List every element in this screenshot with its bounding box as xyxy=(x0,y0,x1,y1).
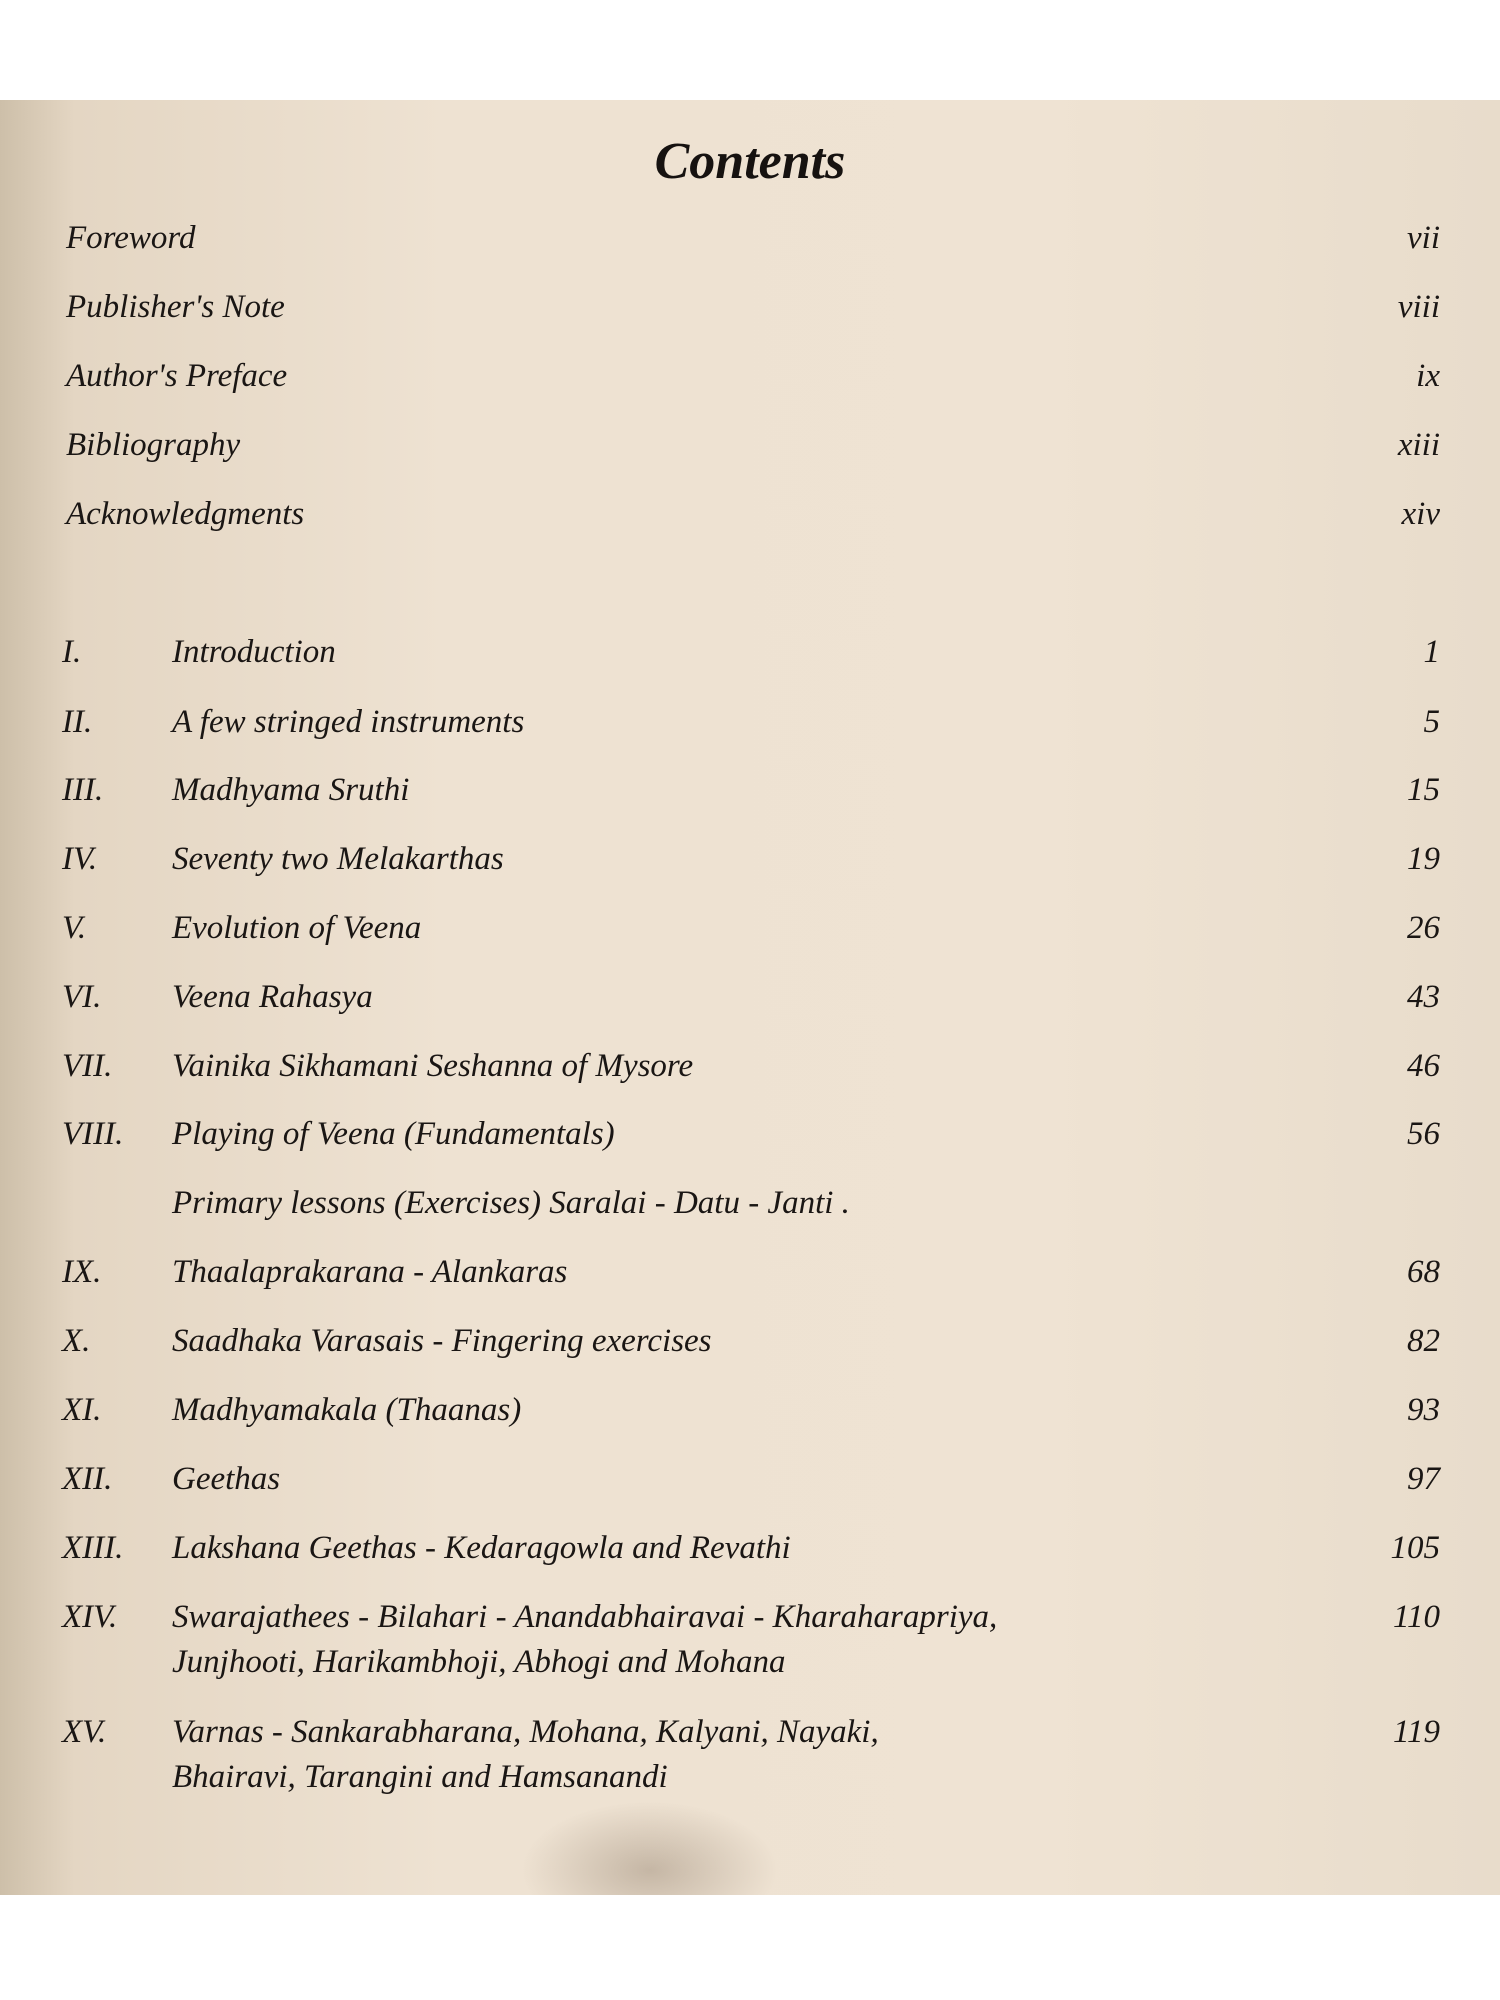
entry-page: viii xyxy=(1397,289,1440,325)
chapter-page: 97 xyxy=(1407,1461,1440,1497)
chapter-page: 82 xyxy=(1407,1323,1440,1359)
chapter-title: Vainika Sikhamani Seshanna of Mysore xyxy=(172,1048,694,1084)
chapter-number: VII. xyxy=(62,1048,113,1084)
chapter-number: XIV. xyxy=(62,1599,118,1635)
entry-page: vii xyxy=(1407,220,1440,256)
chapter-number: I. xyxy=(62,634,82,670)
chapter-title: Swarajathees - Bilahari - Anandabhairavai - Kharaharapriya, xyxy=(172,1599,998,1635)
chapter-title: Madhyama Sruthi xyxy=(172,772,410,808)
chapter-page: 5 xyxy=(1423,704,1440,740)
book-page xyxy=(0,100,1500,1895)
entry-page: xiii xyxy=(1397,427,1440,463)
chapter-title: Evolution of Veena xyxy=(172,910,422,946)
chapter-title: Varnas - Sankarabharana, Mohana, Kalyani, Nayaki, xyxy=(172,1714,879,1750)
chapter-page: 93 xyxy=(1407,1392,1440,1428)
chapter-page: 68 xyxy=(1407,1254,1440,1290)
chapter-title: Thaalaprakarana - Alankaras xyxy=(172,1254,568,1290)
chapter-page: 46 xyxy=(1407,1048,1440,1084)
page-smudge xyxy=(520,1800,780,1895)
chapter-page: 43 xyxy=(1407,979,1440,1015)
chapter-title: Primary lessons (Exercises) Saralai - Datu - Janti . xyxy=(172,1185,850,1221)
chapter-page: 19 xyxy=(1407,841,1440,877)
chapter-number: IV. xyxy=(62,841,98,877)
chapter-number: XII. xyxy=(62,1461,113,1497)
chapter-title: A few stringed instruments xyxy=(172,704,525,740)
chapter-number: VI. xyxy=(62,979,102,1015)
chapter-title: Saadhaka Varasais - Fingering exercises xyxy=(172,1323,712,1359)
chapter-number: V. xyxy=(62,910,87,946)
entry-label: Publisher's Note xyxy=(66,289,285,325)
chapter-title: Veena Rahasya xyxy=(172,979,373,1015)
entry-label: Acknowledgments xyxy=(66,496,305,532)
chapter-page: 1 xyxy=(1423,634,1440,670)
chapter-title: Seventy two Melakarthas xyxy=(172,841,504,877)
chapter-title: Madhyamakala (Thaanas) xyxy=(172,1392,522,1428)
chapter-number: X. xyxy=(62,1323,91,1359)
chapter-page: 15 xyxy=(1407,772,1440,808)
chapter-number: II. xyxy=(62,704,93,740)
chapter-page: 26 xyxy=(1407,910,1440,946)
chapter-page: 119 xyxy=(1392,1714,1440,1750)
chapter-number: XIII. xyxy=(62,1530,124,1566)
chapter-title: Lakshana Geethas - Kedaragowla and Revathi xyxy=(172,1530,791,1566)
entry-label: Author's Preface xyxy=(66,358,288,394)
chapter-title: Introduction xyxy=(172,634,336,670)
chapter-page: 56 xyxy=(1407,1116,1440,1152)
page-title: Contents xyxy=(654,133,846,190)
chapter-number: VIII. xyxy=(62,1116,124,1152)
chapter-number: III. xyxy=(62,772,104,808)
entry-label: Bibliography xyxy=(66,427,241,463)
chapter-title-line2: Bhairavi, Tarangini and Hamsanandi xyxy=(172,1759,668,1795)
chapter-number: XV. xyxy=(62,1714,107,1750)
chapter-number: IX. xyxy=(62,1254,102,1290)
chapter-page: 110 xyxy=(1392,1599,1440,1635)
chapter-title: Playing of Veena (Fundamentals) xyxy=(172,1116,615,1152)
entry-page: ix xyxy=(1416,358,1440,394)
chapter-number: XI. xyxy=(62,1392,102,1428)
entry-page: xiv xyxy=(1401,496,1440,532)
chapter-title-line2: Junjhooti, Harikambhoji, Abhogi and Mohana xyxy=(172,1644,786,1680)
chapter-title: Geethas xyxy=(172,1461,281,1497)
chapter-page: 105 xyxy=(1390,1530,1440,1566)
entry-label: Foreword xyxy=(66,220,196,256)
